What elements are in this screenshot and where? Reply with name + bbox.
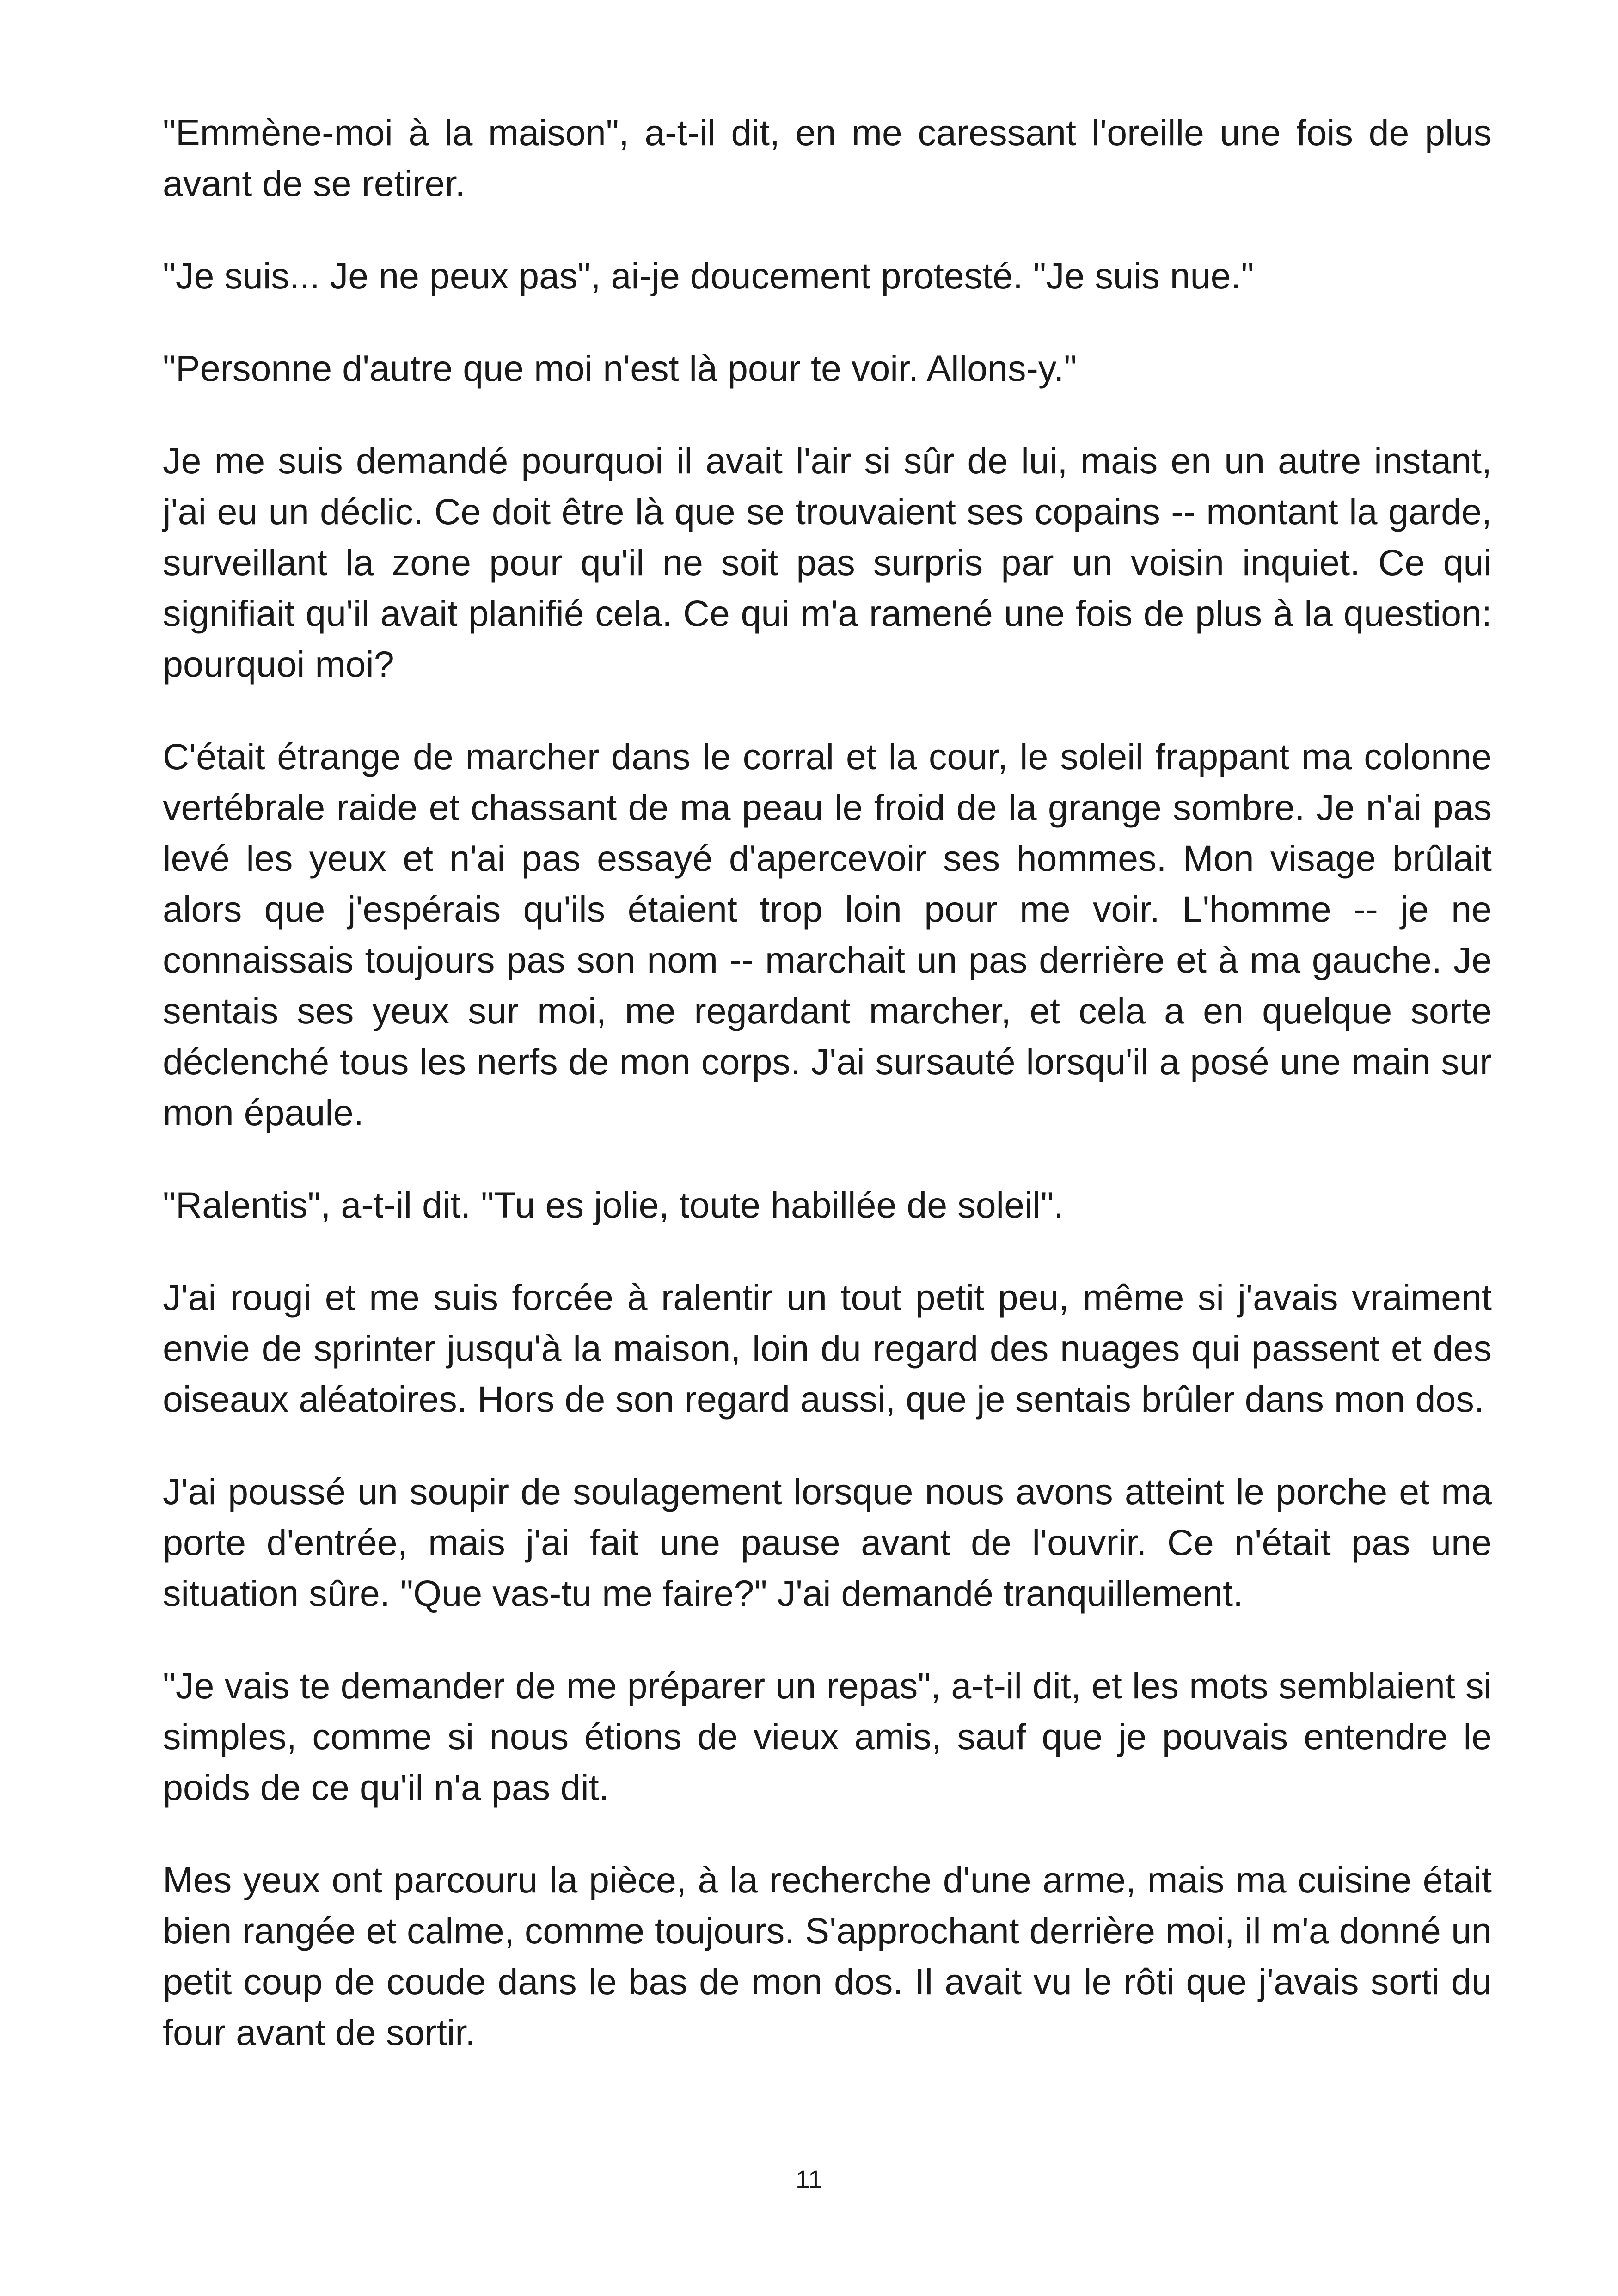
paragraph-7: J'ai rougi et me suis forcée à ralentir un tout petit peu, même si j'avais vraiment envie de sprinter jusqu'à la maison, loin du regard des nuages qui passent et des oiseaux aléatoires. Hors de son regard aussi, que je sentais brûler dans mon dos. <box>163 1277 1492 1420</box>
paragraph-6: "Ralentis", a-t-il dit. "Tu es jolie, toute habillée de soleil". <box>163 1184 1064 1225</box>
paragraph-4: Je me suis demandé pourquoi il avait l'air si sûr de lui, mais en un autre instant, j'ai eu un déclic. Ce doit être là que se trouvaient ses copains -- montant la garde, surveillant la zone pour qu'il ne soit pas surpris par un voisin inquiet. Ce qui signifiait qu'il avait planifié cela. Ce qui m'a ramené une fois de plus à la question: pourquoi moi? <box>163 440 1492 685</box>
paragraph-10: Mes yeux ont parcouru la pièce, à la recherche d'une arme, mais ma cuisine était bien rangée et calme, comme toujours. S'approchant derrière moi, il m'a donné un petit coup de coude dans le bas de mon dos. Il avait vu le rôti que j'avais sorti du four avant de sortir. <box>163 1859 1492 2053</box>
page-number: 11 <box>795 2165 823 2194</box>
paragraph-8: J'ai poussé un soupir de soulagement lorsque nous avons atteint le porche et ma porte d'entrée, mais j'ai fait une pause avant de l'ouvrir. Ce n'était pas une situation sûre. "Que vas-tu me faire?" J'ai demandé tranquillement. <box>163 1471 1492 1614</box>
paragraph-1: "Emmène-moi à la maison", a-t-il dit, en me caressant l'oreille une fois de plus avant de se retirer. <box>163 112 1492 204</box>
paragraph-5: C'était étrange de marcher dans le corral et la cour, le soleil frappant ma colonne vertébrale raide et chassant de ma peau le froid de la grange sombre. Je n'ai pas levé les yeux et n'ai pas essayé d'apercevoir ses hommes. Mon visage brûlait alors que j'espérais qu'ils étaient trop loin pour me voir. L'homme -- je ne connaissais toujours pas son nom -- marchait un pas derrière et à ma gauche. Je sentais ses yeux sur moi, me regardant marcher, et cela a en quelque sorte déclenché tous les nerfs de mon corps. J'ai sursauté lorsqu'il a posé une main sur mon épaule. <box>163 736 1492 1133</box>
paragraph-3: "Personne d'autre que moi n'est là pour te voir. Allons-y." <box>163 348 1077 389</box>
paragraph-9: "Je vais te demander de me préparer un repas", a-t-il dit, et les mots semblaient si simples, comme si nous étions de vieux amis, sauf que je pouvais entendre le poids de ce qu'il n'a pas dit. <box>163 1665 1492 1808</box>
paragraph-2: "Je suis... Je ne peux pas", ai-je doucement protesté. "Je suis nue." <box>163 255 1254 296</box>
body-text <box>163 107 1492 2100</box>
